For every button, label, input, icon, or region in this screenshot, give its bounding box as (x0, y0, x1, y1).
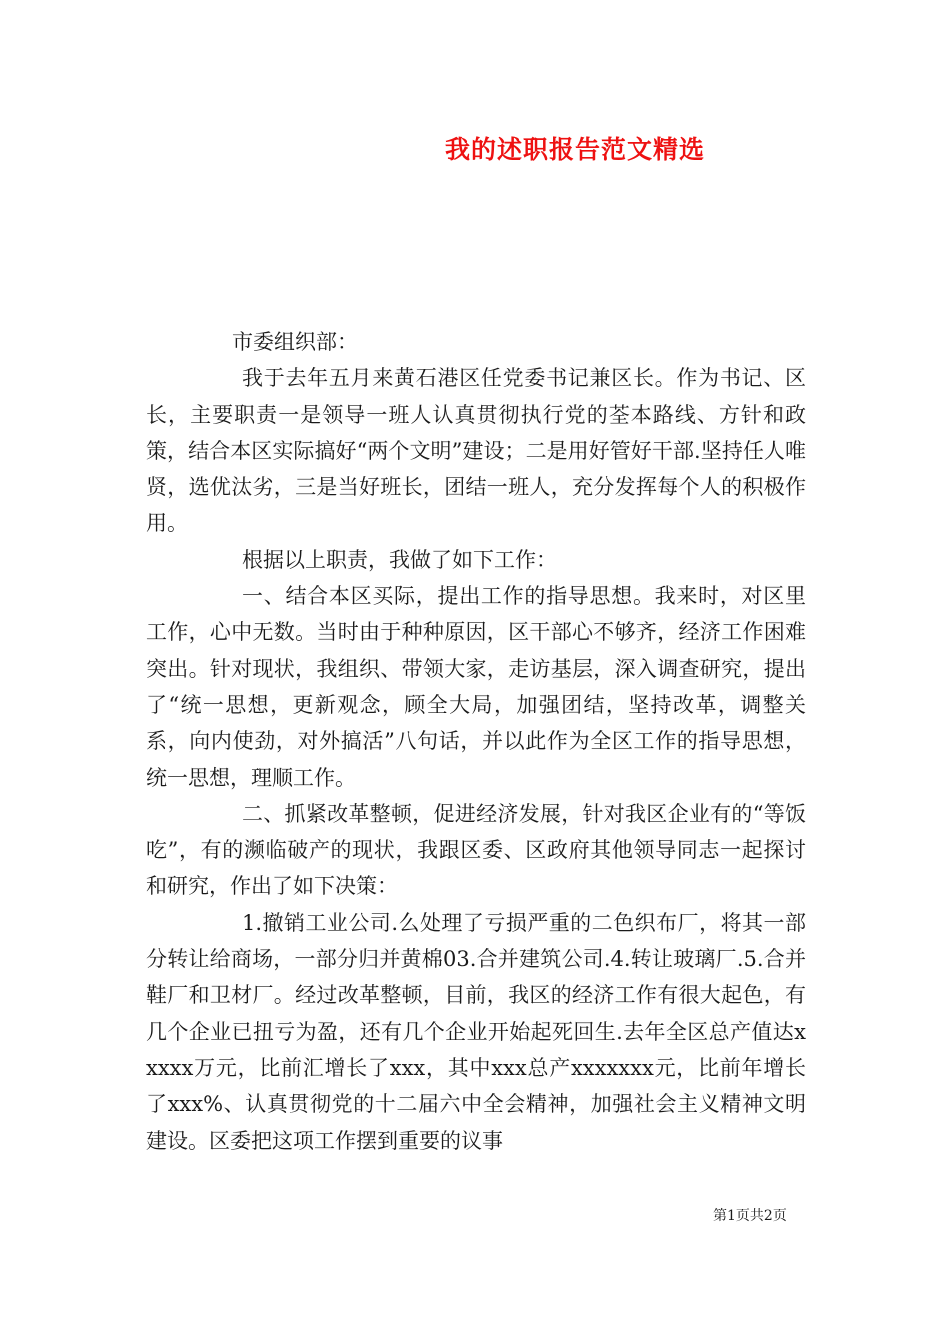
page-number: 第1页共2页 (713, 1208, 787, 1224)
document-body (146, 324, 806, 1159)
paragraph-section-two: 二、抓紧改革整顿，促进经济发展，针对我区企业有的“等饭吃”，有的濒临破产的现状，我跟区委、区政府其他领导同志一起探讨和研究，作出了如下决策： (146, 801, 806, 899)
document-title: 我的述职报告范文精选 (444, 135, 705, 164)
salutation: 市委组织部： (232, 330, 358, 354)
paragraph-work-intro: 根据以上职责，我做了如下工作： (242, 547, 557, 572)
paragraph-section-one: 一、结合本区买际，提出工作的指导思想。我来时，对区里工作，心中无数。当时由于种种原因，区干部心不够齐，经济工作困难突出。针对现状，我组织、带领大家，走访基层，深入调查研究，提出了“统一思想，更新观念，顾全大局，加强团结，坚持改革，调整关系，向内使劲，对外搞活”八句话，并以此作为全区工作的指导思想，统一思想，理顺工作。 (146, 584, 806, 790)
paragraph-duties: 我于去年五月来黄石港区任党委书记兼区长。作为书记、区长，主要职责一是领导一班人认真贯彻执行党的荃本路线、方针和政策，结合本区实际搞好“两个文明”建设；二是用好管好干部.坚持任人唯贤，选优汰劣，三是当好班长，团结一班人，充分发挥每个人的积极作用。 (146, 366, 806, 536)
paragraph-decisions: 1.撤销工业公司.么处理了亏损严重的二色织布厂，将其一部分转让给商场，一部分归并黄棉03.合并建筑公司.4.转让玻璃厂.5.合并鞋厂和卫材厂。经过改革整顿，目前，我区的经济工作有很大起色，有几个企业已扭亏为盈，还有几个企业开始起死回生.去年全区总产值达xxxxx万元，比前汇增长了xxx，其中xxx总产xxxxxxx元，比前年增长了xxx%、认真贯彻党的十二届六中全会精神，加强社会主义精神文明建设。区委把这项工作摆到重要的议事 (146, 910, 806, 1153)
